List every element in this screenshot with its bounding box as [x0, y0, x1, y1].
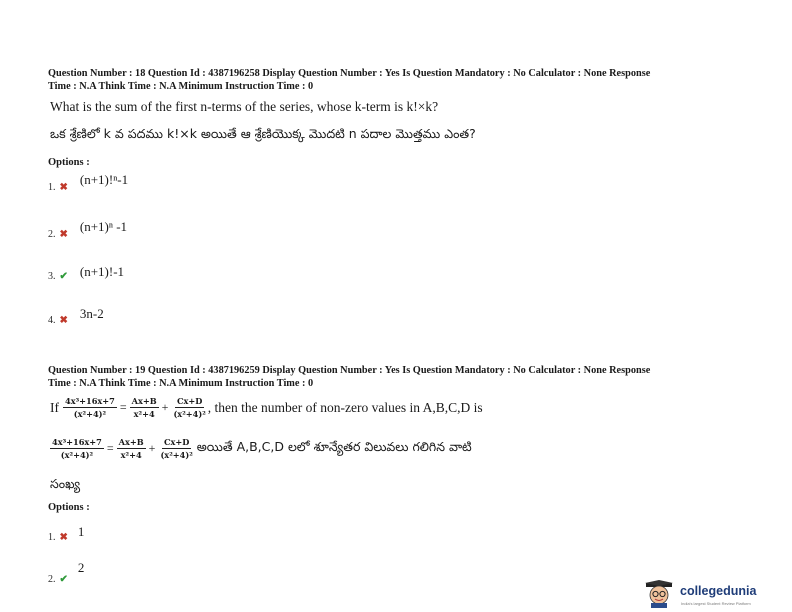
- q19-header-line1: Question Number : 19 Question Id : 4387196259 Display Question Number : Yes Is Question Mandatory : No Calculator : None Response: [48, 365, 651, 376]
- plus-sign: +: [148, 441, 156, 455]
- logo-tagline: India's largest Student Review Platform: [681, 601, 751, 606]
- q19-option-1[interactable]: [48, 524, 85, 545]
- lhs-fraction: [50, 437, 104, 460]
- term2-denominator: (x²+4)²: [160, 450, 193, 460]
- lhs-denominator: (x²+4)²: [60, 450, 94, 460]
- equals-sign: =: [119, 400, 127, 414]
- q19-question-telugu: [50, 437, 472, 460]
- lhs-numerator: 4x³+16x+7: [65, 396, 115, 406]
- q18-option-2[interactable]: [48, 219, 128, 242]
- option-text: (n+1)ⁿ -1: [79, 219, 128, 234]
- question-tail-english: , then the number of non-zero values in A,B,C,D is: [207, 399, 483, 415]
- lhs-denominator: (x²+4)²: [73, 409, 107, 419]
- option-text: 3n-2: [79, 306, 104, 321]
- question-tail-telugu: అయితే A,B,C,D లలో శూన్యేతర విలువలు గలిగిన వాటి: [196, 439, 472, 454]
- option-text: 2: [77, 560, 85, 575]
- cross-icon: ✖: [59, 229, 68, 240]
- q19-question-english: [50, 396, 483, 419]
- option-text: (n+1)!-1: [79, 264, 125, 279]
- q18-header-line1: Question Number : 18 Question Id : 4387196258 Display Question Number : Yes Is Question Mandatory : No Calculator : None Response: [48, 68, 651, 79]
- q18-option-4[interactable]: [48, 306, 104, 328]
- term1-fraction: [117, 437, 146, 460]
- option-text: (n+1)!ⁿ-1: [79, 172, 129, 187]
- term1-fraction: [130, 396, 159, 419]
- term1-denominator: x²+4: [120, 450, 142, 460]
- q18-question-english: What is the sum of the first n-terms of the series, whose k-term is k!×k?: [50, 99, 439, 114]
- option-number: 2.: [48, 574, 56, 585]
- term2-fraction: [171, 396, 207, 419]
- q19-options-label: Options :: [48, 502, 90, 513]
- q18-option-3[interactable]: [48, 266, 124, 284]
- q19-question-telugu-line2: సంఖ్య: [50, 476, 81, 491]
- option-number: 2.: [48, 229, 56, 240]
- term2-numerator: Cx+D: [163, 437, 190, 447]
- term1-numerator: Ax+B: [131, 396, 157, 406]
- logo-name: collegedunia: [680, 584, 757, 598]
- q18-options-label: Options :: [48, 157, 90, 168]
- mascot-icon: [642, 580, 678, 608]
- option-text: 1: [77, 524, 85, 539]
- check-icon: ✔: [59, 271, 68, 282]
- q19-option-2[interactable]: [48, 560, 85, 587]
- check-icon: ✔: [59, 574, 68, 585]
- term2-denominator: (x²+4)²: [173, 409, 206, 419]
- cross-icon: ✖: [59, 315, 68, 326]
- term1-denominator: x²+4: [133, 409, 155, 419]
- option-number: 4.: [48, 315, 56, 326]
- plus-sign: +: [161, 400, 169, 414]
- equals-sign: =: [106, 441, 114, 455]
- q18-header-line2: Time : N.A Think Time : N.A Minimum Instruction Time : 0: [48, 81, 314, 92]
- option-number: 1.: [48, 182, 56, 193]
- lhs-numerator: 4x³+16x+7: [52, 437, 102, 447]
- term2-fraction: [158, 437, 194, 460]
- cross-icon: ✖: [59, 182, 68, 193]
- cross-icon: ✖: [59, 532, 68, 543]
- if-word: If: [50, 399, 59, 415]
- term2-numerator: Cx+D: [176, 396, 203, 406]
- option-number: 3.: [48, 271, 56, 282]
- collegedunia-logo: [642, 580, 788, 608]
- q18-option-1[interactable]: [48, 172, 129, 195]
- term1-numerator: Ax+B: [118, 437, 144, 447]
- option-number: 1.: [48, 532, 56, 543]
- q18-question-telugu: ఒక శ్రేణిలో k వ పదము k!×k అయితే ఆ శ్రేణియొక్క మొదటి n పదాల మొత్తము ఎంత?: [50, 126, 476, 141]
- lhs-fraction: [63, 396, 117, 419]
- q19-header-line2: Time : N.A Think Time : N.A Minimum Instruction Time : 0: [48, 378, 314, 389]
